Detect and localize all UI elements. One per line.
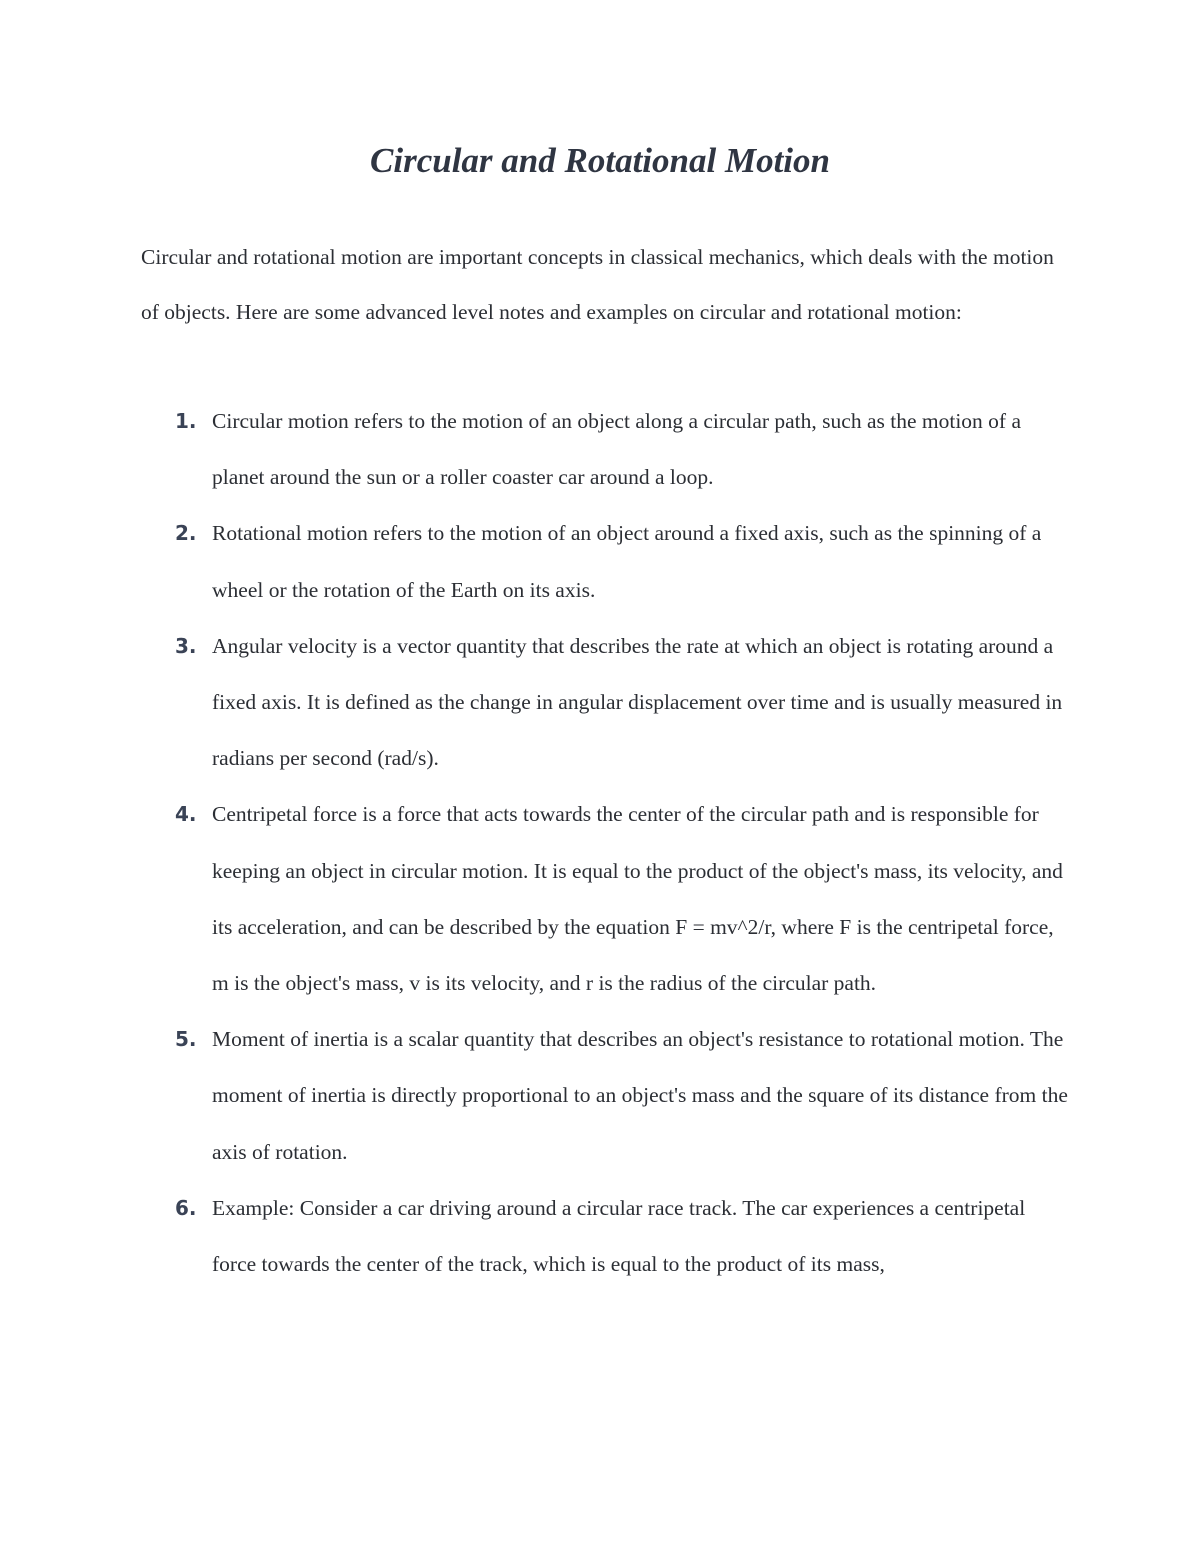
list-item xyxy=(141,1011,1071,1180)
page-title: Circular and Rotational Motion xyxy=(370,141,830,180)
list-item xyxy=(141,505,1071,617)
list-item-text: Circular motion refers to the motion of an object along a circular path, such as the motion of a planet around the sun or a roller coaster car around a loop. xyxy=(212,409,1021,490)
intro-paragraph: Circular and rotational motion are important concepts in classical mechanics, which deals with the motion of objects. Here are some advanced level notes and examples on circular and rotational motion: xyxy=(141,245,1054,324)
list-item-text: Moment of inertia is a scalar quantity that describes an object's resistance to rotational motion. The moment of inertia is directly proportional to an object's mass and the square of its distance from the axis of rotation. xyxy=(212,1027,1068,1164)
list-item-number: 1. xyxy=(175,409,197,433)
list-item xyxy=(141,1180,1071,1292)
list-item xyxy=(141,393,1071,505)
list-item-number: 6. xyxy=(175,1195,197,1220)
list-item-text: Centripetal force is a force that acts towards the center of the circular path and is responsible for keeping an object in circular motion. It is equal to the product of the object's mass, its velocity, and its acceleration, and can be described by the equation F = mv^2/r, where F is the centripetal force, m is the object's mass, v is its velocity, and r is the radius of the circular path. xyxy=(212,802,1063,996)
list-item-text: Rotational motion refers to the motion of an object around a fixed axis, such as the spinning of a wheel or the rotation of the Earth on its axis. xyxy=(212,521,1042,602)
list-item-number: 4. xyxy=(175,802,197,827)
list-item xyxy=(141,618,1071,787)
list-item-text: Angular velocity is a vector quantity that describes the rate at which an object is rotating around a fixed axis. It is defined as the change in angular displacement over time and is usually measured in radians per second (rad/s). xyxy=(212,633,1063,771)
list-item xyxy=(141,786,1071,1011)
list-item-number: 2. xyxy=(175,521,197,546)
list-item-number: 5. xyxy=(175,1027,197,1052)
notes-list xyxy=(141,393,1071,1292)
list-item-text: Example: Consider a car driving around a circular race track. The car experiences a centripetal force towards the center of the track, which is equal to the product of its mass, xyxy=(212,1195,1026,1277)
list-item-number: 3. xyxy=(175,633,197,658)
